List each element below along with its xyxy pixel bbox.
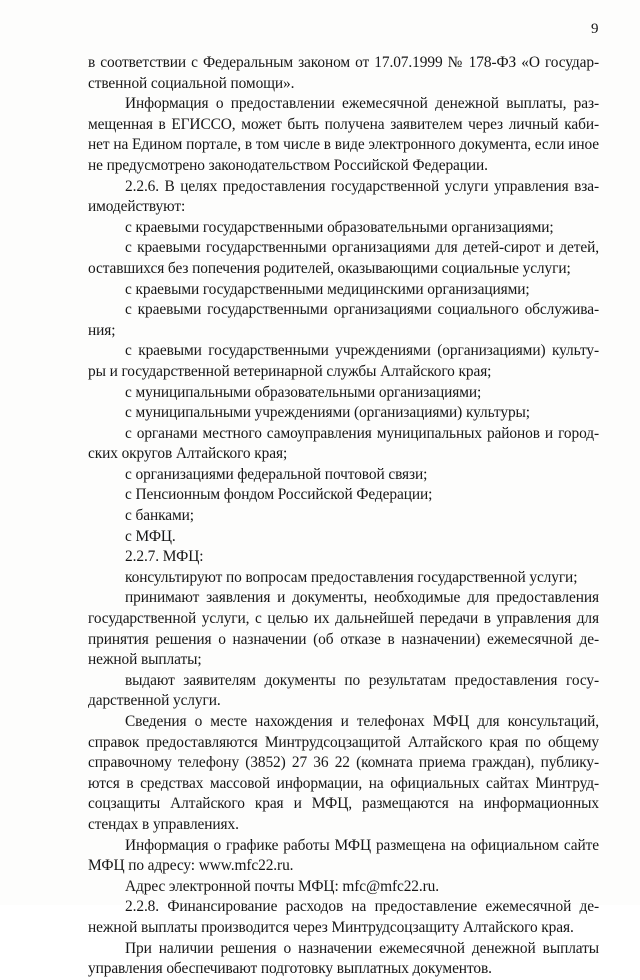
list-item: с краевыми государственными учреждениями (организациями) культу-ры и государственной ветеринарной службы Алтайского края; (88, 342, 599, 380)
list-item: с МФЦ. (125, 527, 176, 545)
list-item: с органами местного самоуправления муниципальных районов и город-ских округов Алтайского края; (88, 424, 599, 463)
paragraph-financing: 2.2.8. Финансирование расходов на предоставление ежемесячной де-нежной выплаты производится через Минтрудсоцзащиту Алтайского края. (88, 898, 599, 936)
paragraph-3: 2.2.6. В целях предоставления государственной услуги управления вза-имодействуют: (88, 177, 599, 216)
page-number: 9 (591, 21, 599, 37)
list-item: консультируют по вопросам предоставления государственной услуги; (125, 568, 578, 586)
list-item: принимают заявления и документы, необходимые для предоставления государственной услуги, с целью их дальнейшей передачи в управления для принятия решения о назначении (об отказе в назначении) ежемесячной де-нежной выплаты; (88, 589, 599, 669)
list-item: с краевыми государственными образовательными организациями; (125, 218, 554, 236)
section-heading: 2.2.7. МФЦ: (125, 548, 204, 566)
list-item: с краевыми государственными организациями для детей-сирот и детей, оставшихся без попечения родителей, оказывающими социальные услуги; (88, 239, 599, 277)
list-item: с муниципальными образовательными организациями; (125, 383, 482, 401)
list-item: с банками; (125, 507, 194, 525)
list-item: с муниципальными учреждениями (организациями) культуры; (125, 404, 530, 422)
paragraph-mfc-contacts: Сведения о месте нахождения и телефонах МФЦ для консультаций, справок предоставляются Минтрудсоцзащитой Алтайского края по общему справочному телефону (3852) 27 36 22 (комната приема граждан), публику-ются в средствах массовой информации, на официальных сайтах Минтруд-соцзащиты Алтайского края и МФЦ, размещаются на информационных стендах в управлениях. (88, 713, 599, 833)
list-item: выдают заявителям документы по результатам предоставления госу-дарственной услуги. (88, 671, 599, 710)
list-item: с организациями федеральной почтовой связи; (125, 465, 428, 483)
paragraph-mfc-email: Адрес электронной почты МФЦ: mfc@mfc22.ru. (125, 877, 440, 895)
paragraph-mfc-schedule: Информация о графике работы МФЦ размещена на официальном сайте МФЦ по адресу: www.mfc22.ru. (88, 836, 599, 875)
document-body (88, 53, 599, 980)
list-item: с краевыми государственными организациями социального обслужива-ния; (88, 301, 599, 339)
list-item: с краевыми государственными медицинскими организациями; (125, 280, 530, 298)
paragraph-1: в соответствии с Федеральным законом от 17.07.1999 № 178-ФЗ «О государ-ственной социальной помощи». (88, 54, 599, 92)
list-item: с Пенсионным фондом Российской Федерации; (125, 486, 433, 504)
paragraph-2: Информация о предоставлении ежемесячной денежной выплаты, раз-мещенная в ЕГИССО, может быть получена заявителем через личный каби-нет на Едином портале, в том числе в виде электронного документа, если иное не предусмотрено законодательством Российской Федерации. (88, 95, 599, 174)
paragraph-payment-docs: При наличии решения о назначении ежемесячной денежной выплаты управления обеспечивают подготовку выплатных документов. (88, 939, 599, 978)
